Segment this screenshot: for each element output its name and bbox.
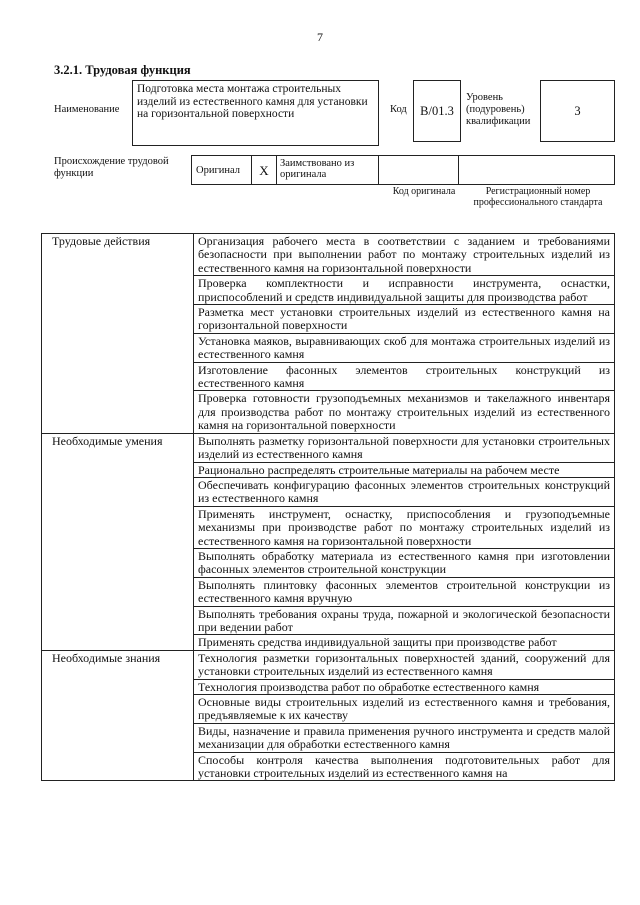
original-code-label: Код оригинала [392,186,456,197]
table-cell-item: Виды, назначение и правила применения ручного инструмента и средств малой механизации для обработки естественного камня [194,723,615,752]
original-code-cell [379,156,459,184]
competencies-table [41,233,615,781]
table-cell-item: Применять инструмент, оснастку, приспособления и грузоподъемные механизмы при производстве работ по монтажу строительных изделий из естественного камня на горизонтальной поверхности [194,506,615,548]
table-row [42,234,615,276]
section-title: 3.2.1. Трудовая функция [54,63,191,77]
table-cell-item: Обеспечивать конфигурацию фасонных элементов строительных конструкций из естественного камня [194,477,615,506]
reg-number-cell [459,156,614,184]
table-cell-item: Основные виды строительных изделий из естественного камня и требования, предъявляемые к их качеству [194,695,615,724]
table-cell-item: Выполнять требования охраны труда, пожарной и экологической безопасности при ведении работ [194,606,615,635]
origin-mark-cell: X [252,156,277,184]
table-cell-item: Технология разметки горизонтальных поверхностей зданий, сооружений для установки строительных изделий из естественного камня [194,650,615,679]
table-cell-item: Способы контроля качества выполнения подготовительных работ для установки строительных изделий из естественного камня на [194,752,615,781]
origin-borrowed-cell: Заимствовано из оригинала [277,156,379,184]
origin-table [191,155,615,185]
table-cell-item: Выполнять разметку горизонтальной поверхности для установки строительных изделий из естественного камня [194,433,615,462]
function-name-box: Подготовка места монтажа строительных изделий из естественного камня для установки на горизонтальной поверхности [132,80,379,146]
table-cell-item: Технология производства работ по обработке естественного камня [194,679,615,694]
table-cell-item: Проверка готовности грузоподъемных механизмов и такелажного инвентаря для производства работ по монтажу строительных изделий из естественного камня на горизонтальной поверхности [194,391,615,433]
section-heading: Трудовые действия [42,234,194,434]
table-cell-item: Разметка мест установки строительных изделий из естественного камня на горизонтальной поверхности [194,305,615,334]
code-value-box: B/01.3 [413,80,461,142]
table-cell-item: Установка маяков, выравнивающих скоб для монтажа строительных изделий из естественного камня [194,333,615,362]
page-number: 7 [317,30,323,44]
table-cell-item: Выполнять обработку материала из естественного камня при изготовлении фасонных элементов строительной конструкции [194,548,615,577]
table-cell-item: Проверка комплектности и исправности инструмента, оснастки, приспособлений и средств индивидуальной защиты для производства работ [194,276,615,305]
table-cell-item: Рационально распределять строительные материалы на рабочем месте [194,462,615,477]
name-label: Наименование [54,104,120,115]
table-cell-item: Изготовление фасонных элементов строительных конструкций из естественного камня [194,362,615,391]
section-heading: Необходимые знания [42,650,194,781]
table-cell-item: Применять средства индивидуальной защиты при производстве работ [194,635,615,650]
reg-number-label: Регистрационный номер профессионального стандарта [473,186,603,208]
table-row [42,650,615,679]
section-heading: Необходимые умения [42,433,194,650]
origin-label: Происхождение трудовой функции [54,156,169,179]
code-label: Код [390,104,407,115]
table-cell-item: Выполнять плинтовку фасонных элементов строительной конструкции из естественного камня вручную [194,577,615,606]
table-cell-item: Организация рабочего места в соответствии с заданием и требованиями безопасности при выполнении работ по монтажу строительных изделий из естественного камня на горизонтальной поверхности [194,234,615,276]
level-value-box: 3 [540,80,615,142]
table-row [42,433,615,462]
origin-original-cell: Оригинал [192,156,252,184]
level-label: Уровень (подуровень) квалификации [466,92,531,127]
